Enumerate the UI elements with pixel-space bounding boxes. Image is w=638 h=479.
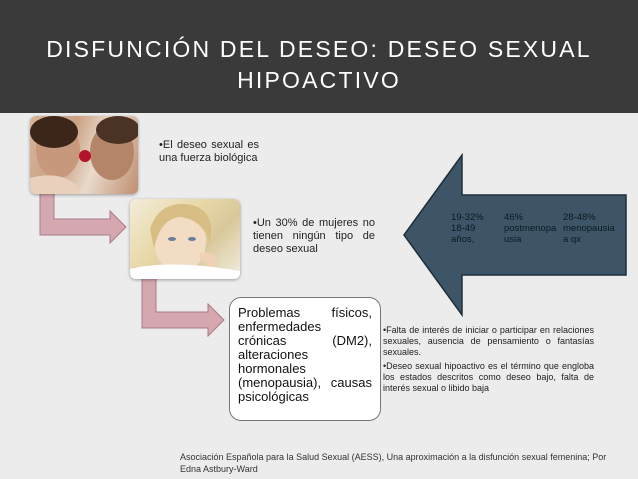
woman-photo	[130, 199, 240, 279]
stat-2-label: postmenopausia	[504, 223, 557, 245]
causes-box	[229, 297, 381, 421]
slide-title: DISFUNCIÓN DEL DESEO: DESEO SEXUAL HIPOACTIVO	[46, 36, 592, 93]
connector-arrow-1	[40, 192, 126, 243]
stat-col-2	[504, 212, 559, 245]
stat-1-label: 18-49 años,	[451, 223, 476, 245]
stat-col-1	[451, 212, 499, 245]
stat-1-value: 19-32%	[451, 212, 484, 223]
source-citation: Asociación Española para la Salud Sexual (AESS), Una aproximación a la disfunción sexual femenina; Por Edna Astbury-Ward	[180, 452, 607, 474]
stat-col-3	[563, 212, 619, 245]
woman-illustration	[130, 199, 240, 279]
causes-text: Problemas físicos, enfermedades crónicas (DM2), alteraciones hormonales (menopausia), causas psicológicas	[238, 305, 372, 404]
stat-3-value: 28-48%	[563, 212, 596, 223]
connector-arrow-2	[142, 277, 224, 336]
definition-item-1: •Falta de interés de iniciar o participar en relaciones sexuales, ausencia de pensamiento o fantasías sexuales.	[383, 325, 594, 357]
couple-illustration	[30, 116, 138, 194]
flow-step-1-text: •El deseo sexual es una fuerza biológica	[159, 139, 259, 164]
stat-2-value: 46%	[504, 212, 524, 223]
stat-3-label: menopausia a qx	[563, 223, 615, 245]
couple-photo	[30, 116, 138, 194]
definition-list	[383, 325, 594, 397]
definition-item-2: •Deseo sexual hipoactivo es el término que engloba los estados descritos como deseo bajo, falta de interés sexual o libido baja	[383, 361, 594, 393]
flow-step-2-text: •Un 30% de mujeres no tienen ningún tipo de deseo sexual	[253, 217, 375, 255]
